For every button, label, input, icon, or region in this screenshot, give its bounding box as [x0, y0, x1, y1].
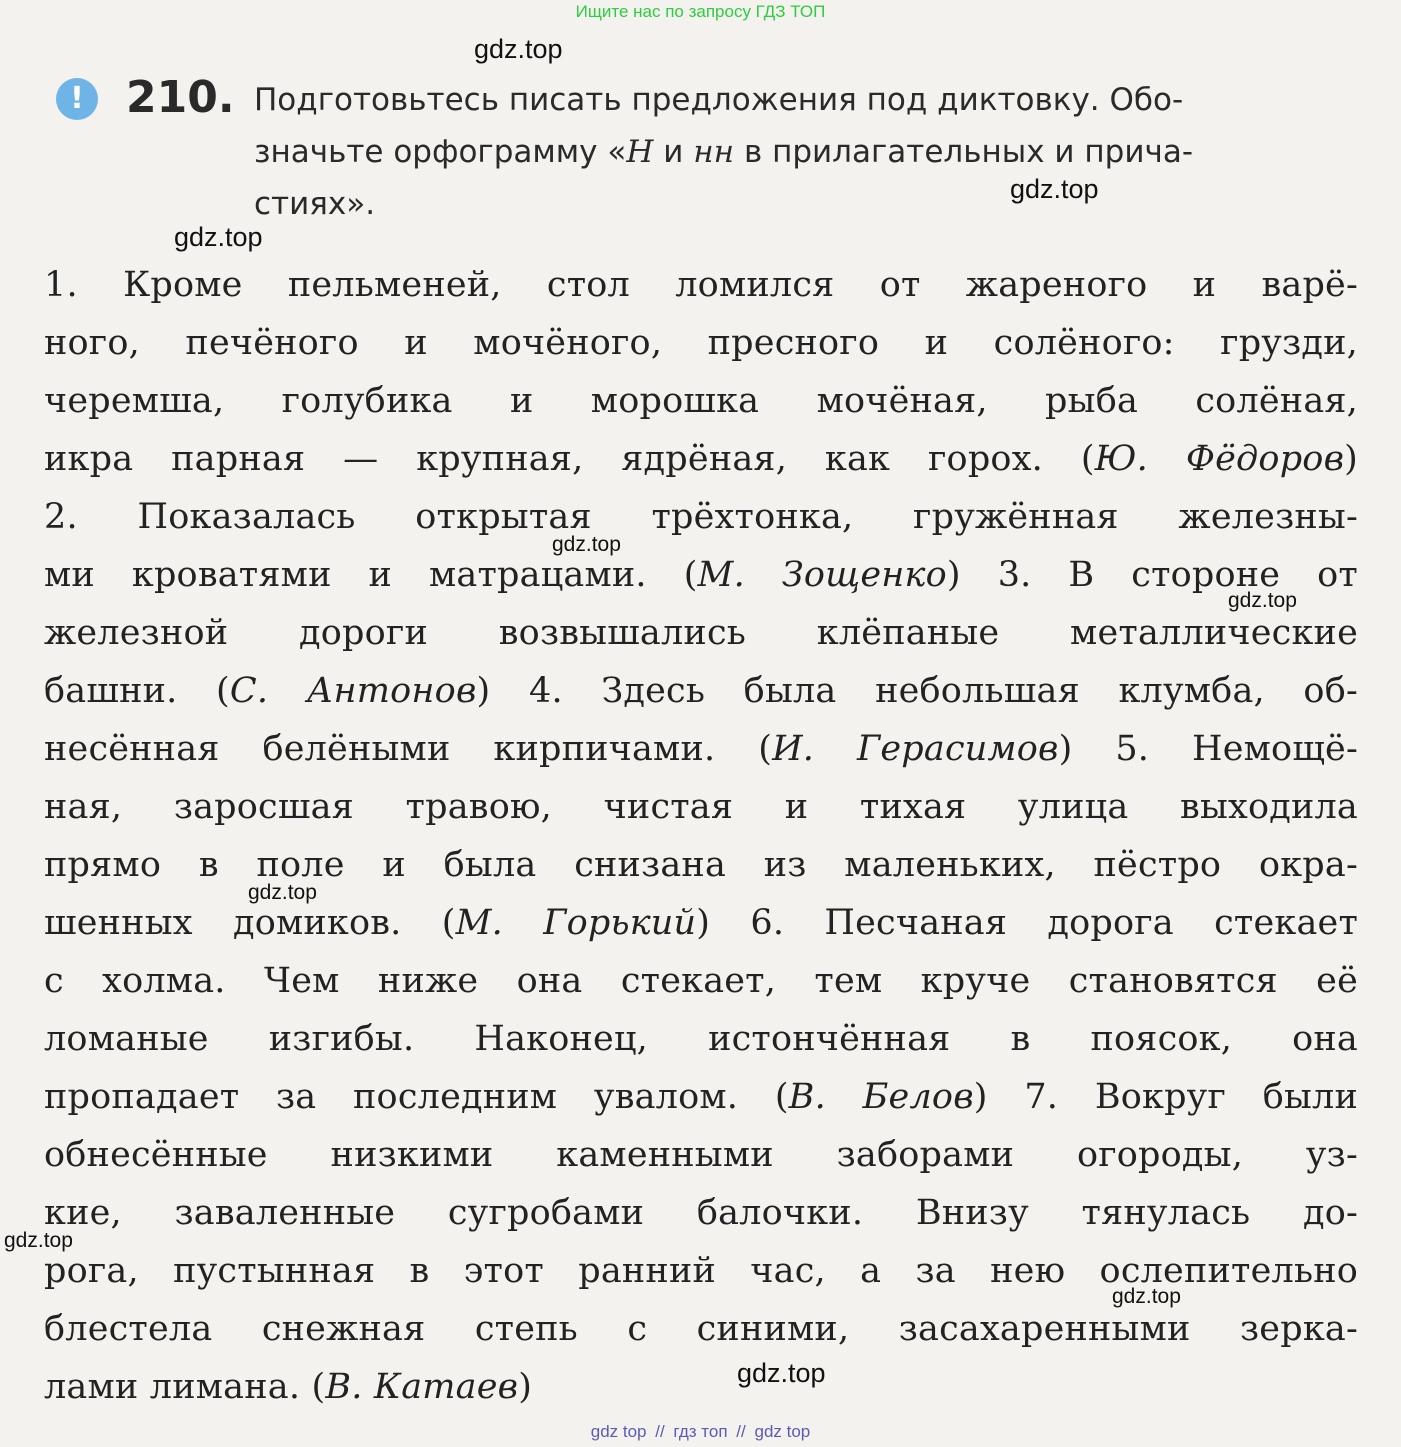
watermark: gdz.top [1010, 174, 1099, 204]
text-line: обнесённые низкими каменными заборами огороды, уз- [44, 1135, 1358, 1175]
text-line: башни. (С. Антонов) 4. Здесь была небольшая клумба, об- [44, 671, 1358, 711]
watermark: gdz.top [1228, 589, 1297, 612]
text-line: железной дороги возвышались клёпаные металлические [44, 613, 1358, 653]
watermark: gdz.top [552, 533, 621, 556]
text-line: кие, заваленные сугробами балочки. Внизу тянулась до- [44, 1193, 1358, 1233]
text-line: ломаные изгибы. Наконец, истончённая в поясок, она [44, 1019, 1358, 1059]
watermark: gdz.top [248, 881, 317, 904]
footer-link[interactable]: gdz top [754, 1422, 811, 1441]
text-line: с холма. Чем ниже она стекает, тем круче становятся её [44, 961, 1358, 1001]
watermark: gdz.top [4, 1229, 73, 1252]
text-line: несённая белёными кирпичами. (И. Герасимов) 5. Немощё- [44, 729, 1359, 769]
text-line: ная, заросшая травою, чистая и тихая улица выходила [44, 787, 1358, 827]
footer-separator: // [736, 1422, 746, 1441]
task-number: 210. [126, 72, 235, 123]
text-line: шенных домиков. (М. Горький) 6. Песчаная дорога стекает [44, 903, 1359, 943]
watermark: gdz.top [474, 34, 563, 64]
text-line: 1. Кроме пельменей, стол ломился от жареного и варё- [44, 265, 1358, 305]
watermark: gdz.top [737, 1358, 826, 1388]
task-instruction-line: значьте орфограмму «Н и нн в прилагательных и прича- [254, 134, 1194, 170]
footer-separator: // [655, 1422, 665, 1441]
text-line: блестела снежная степь с синими, засахаренными зерка- [44, 1309, 1358, 1349]
task-instruction-line: Подготовьтесь писать предложения под диктовку. Обо- [254, 82, 1184, 118]
text-line: икра парная — крупная, ядрёная, как горох. (Ю. Фёдоров) [44, 439, 1359, 479]
text-line: прямо в поле и была снизана из маленьких, пёстро окра- [44, 845, 1358, 885]
search-banner[interactable]: Ищите нас по запросу ГДЗ ТОП [575, 2, 826, 21]
watermark: gdz.top [1112, 1285, 1181, 1308]
text-line: черемша, голубика и морошка мочёная, рыба солёная, [44, 381, 1358, 421]
text-line: пропадает за последним увалом. (В. Белов) 7. Вокруг были [44, 1077, 1358, 1117]
task-instruction-line: стиях». [254, 186, 376, 222]
footer-link[interactable]: gdz top [590, 1422, 647, 1441]
text-line: ного, печёного и мочёного, пресного и солёного: грузди, [44, 323, 1358, 363]
watermark: gdz.top [174, 222, 263, 252]
text-line: ми кроватями и матрацами. (М. Зощенко) 3. В стороне от [44, 555, 1358, 595]
text-line: лами лимана. (В. Катаев) [44, 1367, 533, 1407]
text-line: рога, пустынная в этот ранний час, а за нею ослепительно [44, 1251, 1358, 1291]
footer-link[interactable]: гдз топ [673, 1422, 728, 1441]
exclamation-icon: ! [56, 78, 98, 120]
text-line: 2. Показалась открытая трёхтонка, гружённая железны- [44, 497, 1358, 537]
footer-banner [0, 1422, 1401, 1442]
